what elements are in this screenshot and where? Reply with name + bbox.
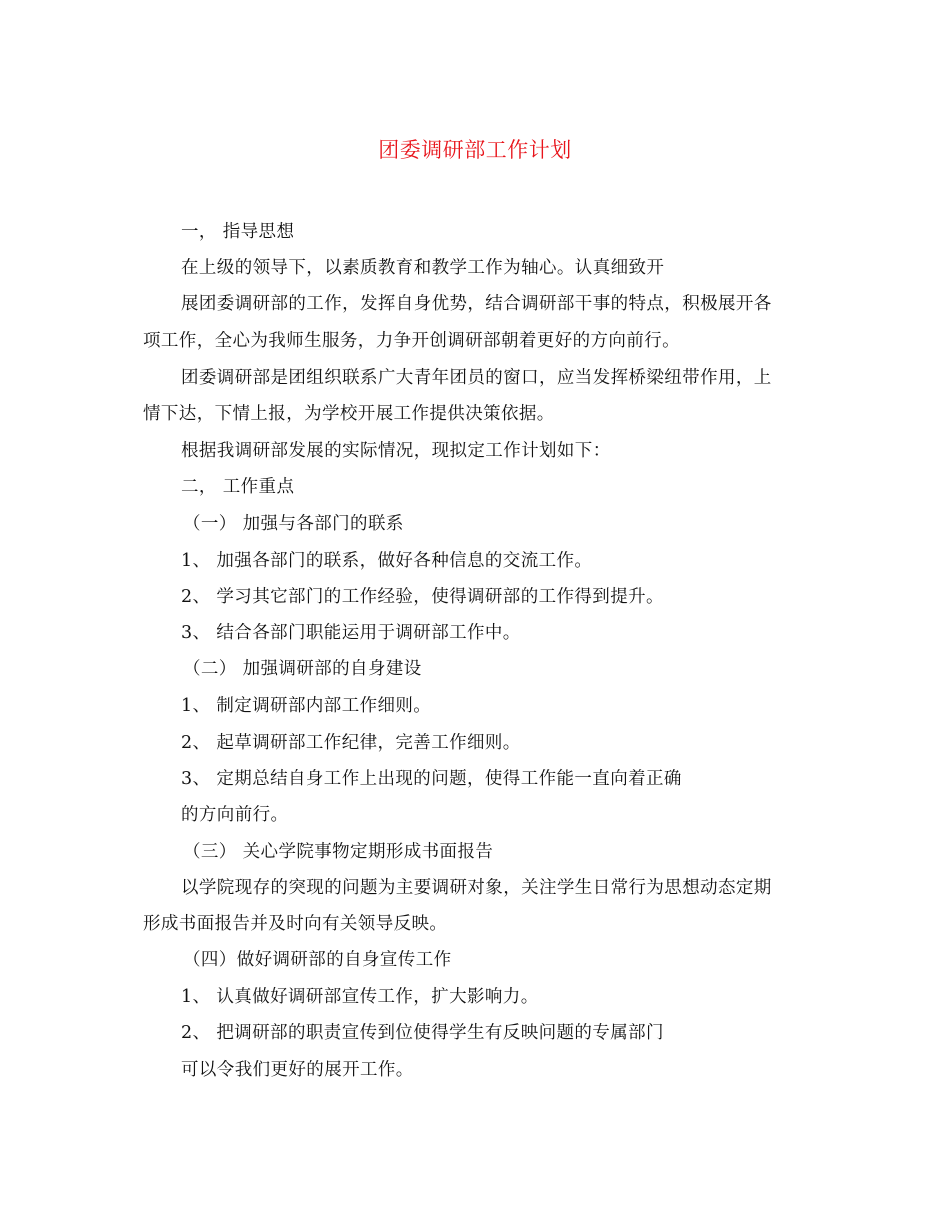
list-item: 1、 认真做好调研部宣传工作，扩大影响力。 — [181, 987, 539, 1007]
heading-work-focus: 二， 工作重点 — [181, 477, 295, 497]
list-item: 2、 把调研部的职责宣传到位使得学生有反映问题的专属部门 — [181, 1023, 664, 1043]
paragraph-line: 展团委调研部的工作，发挥自身优势，结合调研部干事的特点，积极展开各 — [181, 294, 772, 314]
paragraph-line: 情下达，下情上报，为学校开展工作提供决策依据。 — [143, 404, 555, 424]
list-item-continuation: 的方向前行。 — [181, 805, 289, 825]
subheading-2: （二） 加强调研部的自身建设 — [183, 659, 422, 679]
heading-guiding-ideology: 一， 指导思想 — [181, 222, 295, 242]
list-item-continuation: 可以令我们更好的展开工作。 — [181, 1060, 414, 1080]
paragraph-line: 形成书面报告并及时向有关领导反映。 — [143, 914, 448, 934]
list-item: 2、 起草调研部工作纪律，完善工作细则。 — [181, 733, 521, 753]
paragraph-line: 项工作，全心为我师生服务，力争开创调研部朝着更好的方向前行。 — [143, 331, 680, 351]
subheading-1: （一） 加强与各部门的联系 — [183, 514, 404, 534]
list-item: 3、 结合各部门职能运用于调研部工作中。 — [181, 623, 521, 643]
paragraph-line: 以学院现存的突现的问题为主要调研对象，关注学生日常行为思想动态定期 — [181, 878, 772, 898]
subheading-4: （四）做好调研部的自身宣传工作 — [183, 950, 452, 970]
list-item: 2、 学习其它部门的工作经验，使得调研部的工作得到提升。 — [181, 587, 664, 607]
paragraph-line: 团委调研部是团组织联系广大青年团员的窗口，应当发挥桥梁纽带作用，上 — [181, 368, 772, 388]
document-title: 团委调研部工作计划 — [378, 138, 572, 162]
list-item: 1、 制定调研部内部工作细则。 — [181, 696, 432, 716]
subheading-3: （三） 关心学院事物定期形成书面报告 — [183, 842, 494, 862]
list-item: 3、 定期总结自身工作上出现的问题，使得工作能一直向着正确 — [181, 769, 682, 789]
paragraph-line: 在上级的领导下，以素质教育和教学工作为轴心。认真细致开 — [181, 258, 665, 278]
paragraph-line: 根据我调研部发展的实际情况，现拟定工作计划如下： — [181, 441, 611, 461]
list-item: 1、 加强各部门的联系，做好各种信息的交流工作。 — [181, 551, 593, 571]
